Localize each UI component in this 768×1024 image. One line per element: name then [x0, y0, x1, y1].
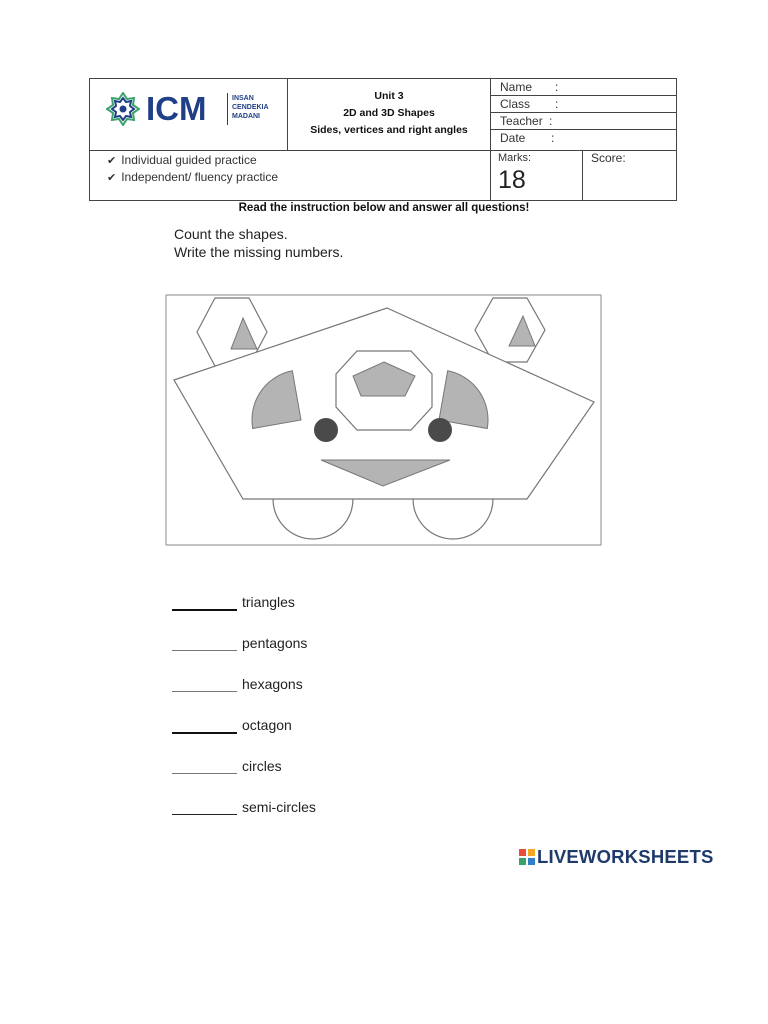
answer-blank[interactable] [172, 609, 237, 611]
icm-logo-text: ICM [146, 90, 207, 127]
score-cell[interactable] [583, 151, 685, 201]
marks-cell [491, 151, 583, 201]
score-label: Score: [591, 151, 626, 165]
name-field[interactable]: Name : [491, 79, 677, 96]
shape-panda-figure [165, 294, 602, 546]
class-label: Class [500, 97, 531, 111]
unit-subtopic: Sides, vertices and right angles [310, 124, 468, 136]
practice-item: ✔ Individual guided practice [107, 153, 257, 167]
answer-label: hexagons [242, 676, 303, 692]
answer-label: circles [242, 758, 282, 774]
marks-label: Marks: [498, 152, 531, 164]
brand-text: LIVEWORKSHEETS [537, 846, 714, 867]
answer-label: triangles [242, 594, 295, 610]
answer-blank[interactable] [172, 691, 237, 692]
checkmark-icon: ✔ [107, 154, 117, 167]
worksheet-header [89, 78, 677, 201]
answer-row-pentagons [172, 635, 472, 657]
liveworksheets-logo-icon [519, 849, 535, 865]
answer-blank[interactable] [172, 773, 237, 774]
unit-title-cell [288, 79, 491, 150]
teacher-field[interactable]: Teacher : [491, 113, 677, 130]
answer-blank[interactable] [172, 732, 237, 734]
name-label: Name [500, 80, 533, 94]
logo-cell [90, 79, 288, 150]
answer-label: octagon [242, 717, 292, 733]
logo-subtitle [232, 94, 269, 121]
logo-divider [227, 93, 228, 125]
answer-row-hexagons [172, 676, 472, 698]
answer-row-triangles [172, 594, 472, 616]
right-eye-circle [428, 418, 452, 442]
unit-topic: 2D and 3D Shapes [343, 107, 435, 119]
teacher-label: Teacher [500, 114, 543, 128]
date-label: Date [500, 131, 526, 145]
answer-row-circles [172, 758, 472, 780]
logo-sub-line: MADANI [232, 113, 260, 120]
icm-star-logo-icon [106, 92, 140, 126]
answer-blank[interactable] [172, 650, 237, 651]
answer-row-semi-circles [172, 799, 472, 821]
logo-sub-line: CENDEKIA [232, 104, 269, 111]
logo-sub-line: INSAN [232, 95, 254, 102]
unit-number: Unit 3 [374, 90, 404, 102]
answer-label: pentagons [242, 635, 308, 651]
checkmark-icon: ✔ [107, 171, 117, 184]
answer-blank[interactable] [172, 814, 237, 815]
answer-label: semi-circles [242, 799, 316, 815]
practice-item: ✔ Independent/ fluency practice [107, 170, 278, 184]
date-field[interactable]: Date : [500, 131, 555, 145]
marks-value: 18 [498, 166, 526, 194]
answer-row-octagon [172, 717, 472, 739]
task-line-2: Write the missing numbers. [174, 244, 344, 260]
left-eye-circle [314, 418, 338, 442]
instruction-text: Read the instruction below and answer all questions! [238, 202, 530, 214]
liveworksheets-brand[interactable] [519, 846, 714, 868]
practice-types [90, 151, 491, 201]
task-line-1: Count the shapes. [174, 226, 288, 242]
class-field[interactable]: Class : [491, 96, 677, 113]
student-info-fields [491, 79, 677, 150]
